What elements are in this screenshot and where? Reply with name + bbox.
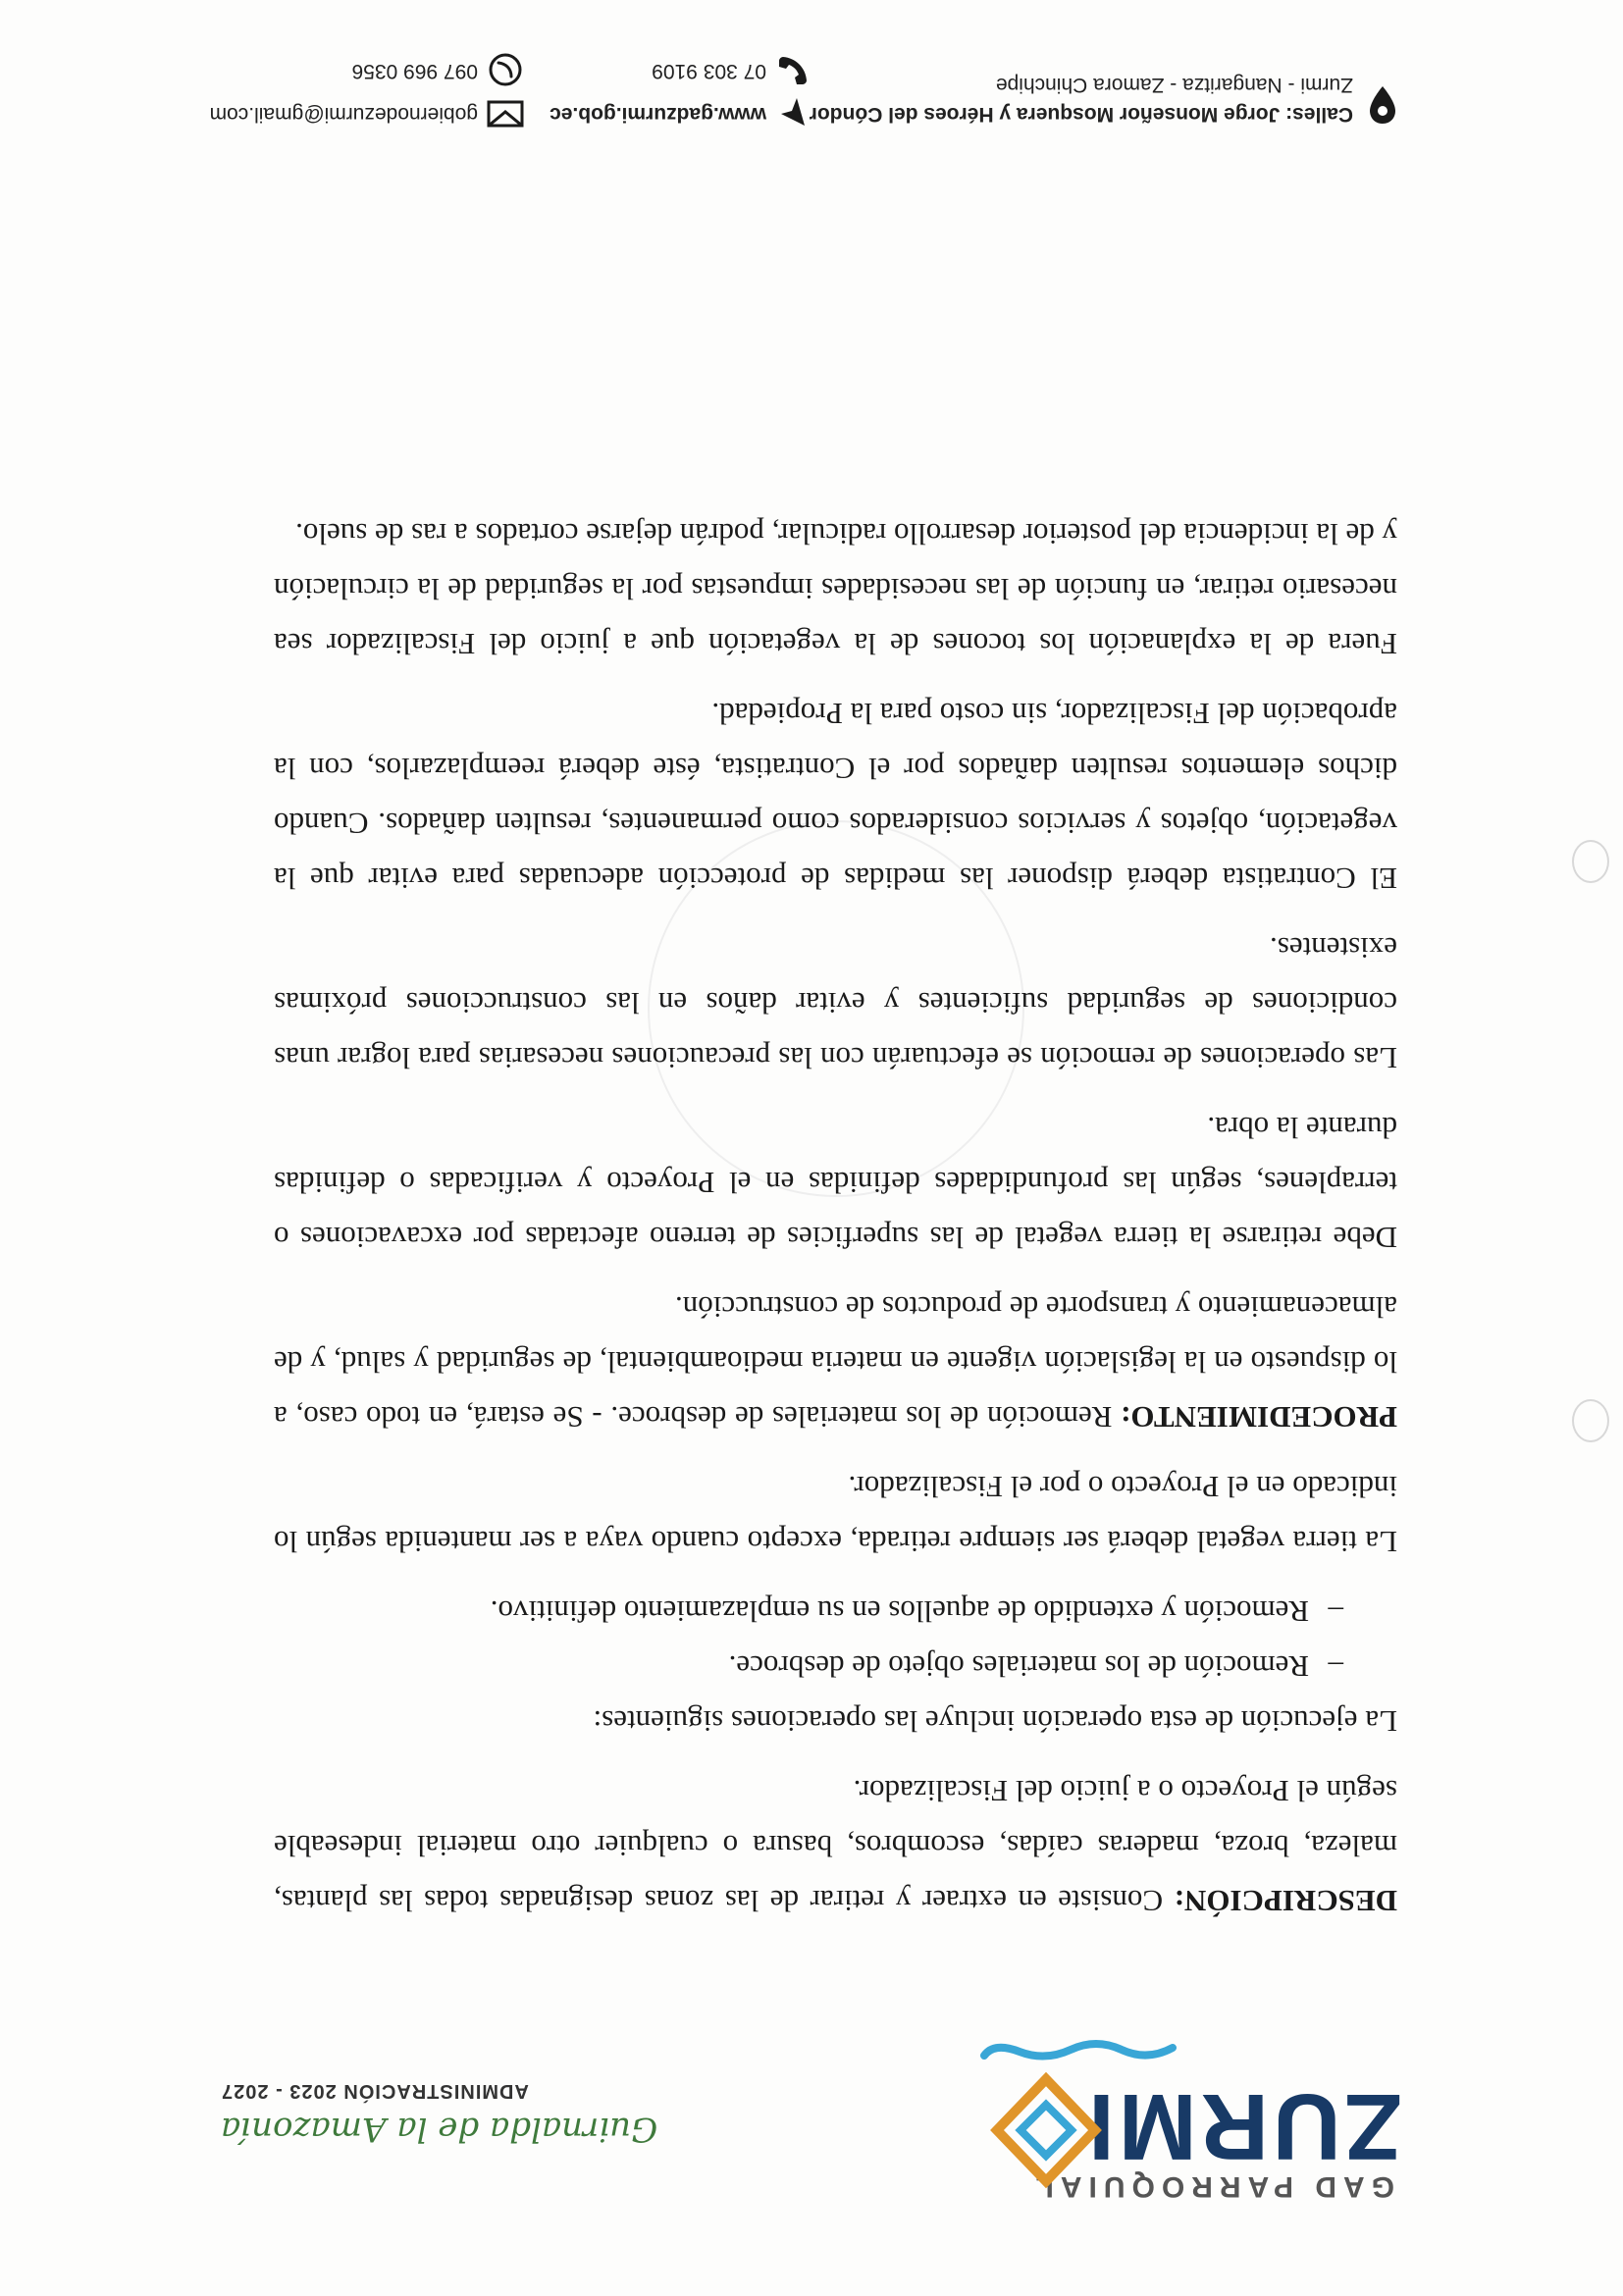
logo-emblem-icon xyxy=(987,2071,1105,2189)
whatsapp-number: 097 969 0356 xyxy=(351,60,478,82)
paragraph-retirar-tierra: Debe retirarse la tierra vegetal de las superficies de terreno afectadas por excavaciones o terraplenes, según las profundidades definidas en el Proyecto y verificadas o definidas durante la obra. xyxy=(274,1111,1397,1255)
section-label: DESCRIPCIÓN: xyxy=(1174,1884,1397,1918)
address-line-1: Calles: Jorge Monseñor Mosquera y Héroes del Cóndor xyxy=(809,103,1353,126)
punch-hole-mark xyxy=(1572,1399,1609,1442)
letterhead xyxy=(0,2021,1623,2296)
paragraph-proteccion: El Contratista deberá disponer las medidas de protección adecuadas para evitar que la vegetación, objetos y servicios considerados como permanentes, resulten dañados. Cuando dichos elementos resulten dañados por el Contratista, éste deberá reemplazarlos, con la aprobación del Fiscalizador, sin costo para la Propiedad. xyxy=(274,697,1397,896)
slogan: Guirnalda de la Amazonía xyxy=(221,2110,658,2149)
paragraph-procedimiento xyxy=(274,1279,1397,1444)
website-link[interactable]: www.gadzurmi.gob.ec xyxy=(550,103,766,126)
gad-logo xyxy=(892,2036,1402,2203)
dash-bullet: – xyxy=(1328,1649,1343,1684)
document-body xyxy=(274,492,1397,1928)
paragraph-descripcion xyxy=(274,1763,1397,1928)
list-item: – Remoción y extendido de aquellos en su emplazamiento definitivo. xyxy=(274,1584,1309,1639)
letterhead-footer xyxy=(0,0,1623,147)
dash-bullet: – xyxy=(1328,1594,1343,1629)
paragraph-tocones: Fuera de la explanación los tocones de la vegetación que a juicio del Fiscalizador sea necesario retirar, en función de las necesidades impuestas por la seguridad de la circulación y de la incidencia del posterior desarrollo radicular, podrán dejarse cortados a ras de suelo. xyxy=(274,517,1397,661)
email-address[interactable]: gobiernodezurmi@gmail.com xyxy=(209,103,478,126)
phone-number: 07 303 9109 xyxy=(652,60,766,82)
address-line-2: Zurmi - Nangaritza - Zamora Chinchipe xyxy=(995,74,1353,96)
paragraph-intro: La ejecución de esta operación incluye las operaciones siguientes: xyxy=(593,1704,1397,1739)
logo-subtitle: GAD PARROQUIAL xyxy=(1028,2170,1394,2203)
administration-period: ADMINISTRACIÓN 2023 - 2027 xyxy=(221,2080,529,2102)
phone-icon xyxy=(775,53,811,88)
globe-cursor-icon xyxy=(775,94,811,130)
paragraph-text: Consiste en extraer y retirar de las zonas designadas todas las plantas, maleza, broza, maderas caídas, escombros, basura o cualquier otro material indeseable según el Proyecto o a juicio del Fiscalizador. xyxy=(274,1774,1397,1918)
logo-wave-icon xyxy=(980,2036,1177,2065)
paragraph-text: Remoción de los materiales de desbroce. - Se estará, en todo caso, a lo dispuesto en la legislación vigente en materia medioambiental, de seguridad y salud, y de almacenamiento y transporte de productos de construcción. xyxy=(274,1290,1397,1435)
email-icon xyxy=(487,100,524,128)
punch-hole-mark xyxy=(1572,840,1609,883)
location-pin-icon xyxy=(1368,84,1397,126)
whatsapp-icon xyxy=(487,51,524,88)
paragraph-tierra-vegetal: La tierra vegetal deberá ser siempre retirada, excepto cuando vaya a ser mantenida según lo indicado en el Proyecto o por el Fiscalizador. xyxy=(274,1470,1397,1559)
logo-wordmark: ZURMI xyxy=(1084,2074,1402,2179)
paragraph-remocion: Las operaciones de remoción se efectuarán con las precauciones necesarias para lograr unas condiciones de seguridad suficientes y evitar daños en las construcciones próximas existentes. xyxy=(274,931,1397,1075)
section-label: PROCEDIMIENTO: xyxy=(1121,1400,1397,1435)
list-item: – Remoción de los materiales objeto de desbroce. xyxy=(274,1639,1309,1694)
operations-list xyxy=(274,1584,1397,1694)
